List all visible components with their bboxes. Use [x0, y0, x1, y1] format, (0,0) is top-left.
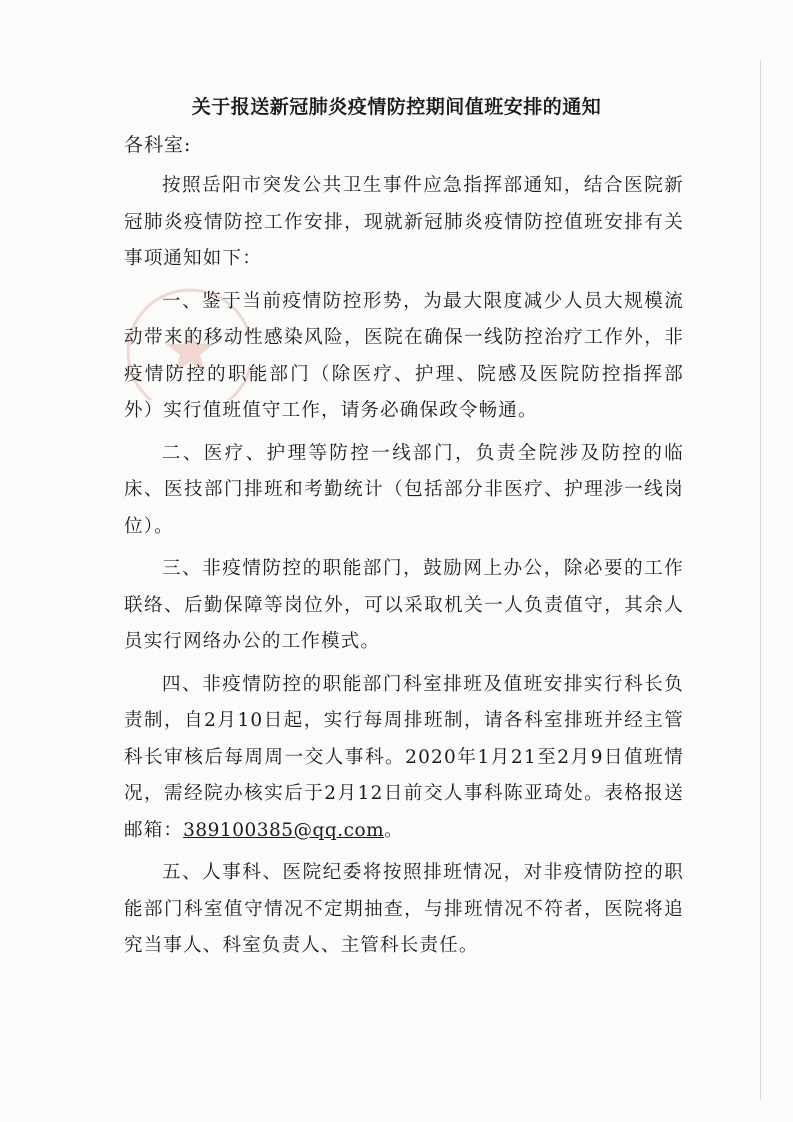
paragraph-item-3: 三、非疫情防控的职能部门，鼓励网上办公，除必要的工作联络、后勤保障等岗位外，可以采取机关一人负责值守，其余人员实行网络办公的工作模式。: [124, 558, 684, 652]
paragraph-item-5: 五、人事科、医院纪委将按照排班情况，对非疫情防控的职能部门科室值守情况不定期抽查，与排班情况不符者，医院将追究当事人、科室负责人、主管科长责任。: [124, 862, 684, 956]
paragraph-item-2: 二、医疗、护理等防控一线部门，负责全院涉及防控的临床、医技部门排班和考勤统计（包括部分非医疗、护理涉一线岗位）。: [124, 442, 684, 537]
document-title: 关于报送新冠肺炎疫情防控期间值班安排的通知: [191, 96, 602, 118]
paragraph-item-1: 一、鉴于当前疫情防控形势，为最大限度减少人员大规模流动带来的移动性感染风险，医院在确保一线防控治疗工作外，非疫情防控的职能部门（除医疗、护理、院感及医院防控指挥部外）实行值班值守工作，请务必确保政令畅通。: [124, 290, 684, 421]
notice-body: [124, 168, 684, 971]
paragraph-intro: 按照岳阳市突发公共卫生事件应急指挥部通知，结合医院新冠肺炎疫情防控工作安排，现就新冠肺炎疫情防控值班安排有关事项通知如下：: [124, 175, 684, 269]
paragraph-item-4-end: 。: [384, 819, 404, 841]
scan-edge-divider: [760, 60, 761, 1100]
salutation: 各科室:: [124, 134, 192, 156]
paragraph-item-4: [124, 667, 684, 850]
paragraph-item-4-text: 四、非疫情防控的职能部门科室排班及值班安排实行科长负责制，自2月10日起，实行每周排班制，请各科室排班并经主管科长审核后每周周一交人事科。2020年1月21至2月9日值班情况，需经院办核实后于2月12日前交人事科陈亚琦处。表格报送邮箱：: [124, 673, 684, 841]
email-link[interactable]: 389100385@qq.com: [183, 819, 385, 841]
